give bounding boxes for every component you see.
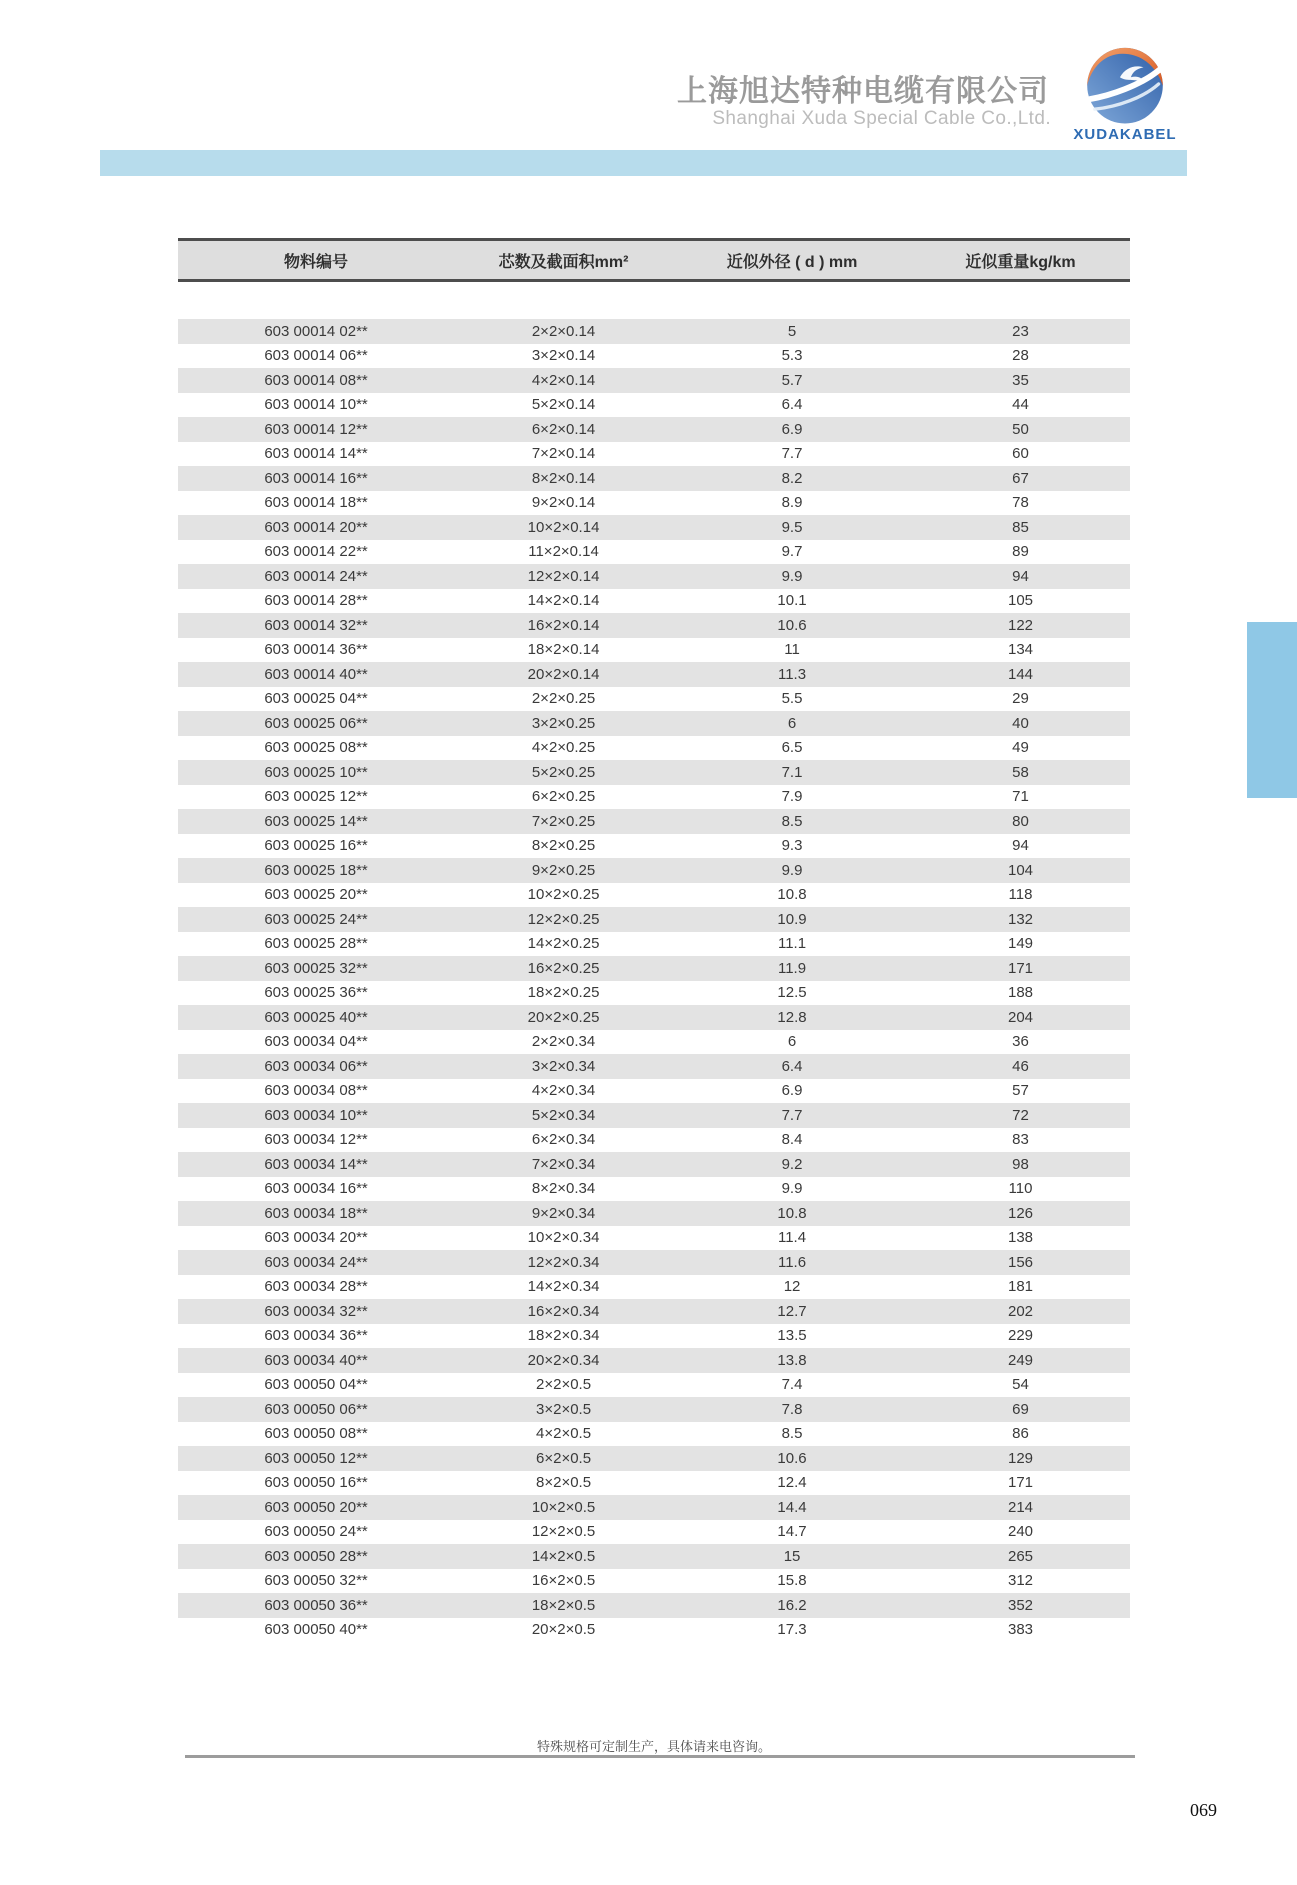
table-row xyxy=(178,368,1130,393)
outer-diameter: 7.1 xyxy=(781,763,803,781)
weight: 171 xyxy=(1007,959,1034,977)
material-number: 603 00025 28** xyxy=(264,935,368,953)
weight: 86 xyxy=(1012,1425,1029,1443)
outer-diameter: 5 xyxy=(787,322,797,340)
table-row xyxy=(178,809,1130,834)
weight: 171 xyxy=(1007,1474,1034,1492)
outer-diameter: 10.6 xyxy=(777,616,807,634)
table-row xyxy=(178,1324,1130,1349)
outer-diameter: 6.9 xyxy=(781,1082,803,1100)
weight: 126 xyxy=(1007,1204,1034,1222)
column-header: 芯数及截面积mm² xyxy=(498,253,629,271)
weight: 60 xyxy=(1012,445,1029,463)
table-row xyxy=(178,1373,1130,1398)
table-row xyxy=(178,1422,1130,1447)
core-spec: 7×2×0.34 xyxy=(531,1155,596,1173)
outer-diameter: 6 xyxy=(787,1033,797,1051)
weight: 44 xyxy=(1012,396,1029,414)
core-spec: 16×2×0.14 xyxy=(527,616,600,634)
core-spec: 16×2×0.5 xyxy=(531,1572,596,1590)
material-number: 603 00014 40** xyxy=(264,665,368,683)
material-number: 603 00050 12** xyxy=(264,1449,368,1467)
outer-diameter: 12 xyxy=(783,1278,801,1296)
weight: 57 xyxy=(1012,1082,1029,1100)
core-spec: 3×2×0.14 xyxy=(531,347,596,365)
core-spec: 10×2×0.14 xyxy=(527,518,600,536)
weight: 23 xyxy=(1012,322,1029,340)
table-row xyxy=(178,1079,1130,1104)
outer-diameter: 9.9 xyxy=(781,567,803,585)
company-logo xyxy=(1070,42,1180,143)
table-row xyxy=(178,1226,1130,1251)
material-number: 603 00014 12** xyxy=(264,420,368,438)
core-spec: 4×2×0.14 xyxy=(531,371,596,389)
outer-diameter: 10.8 xyxy=(777,1204,807,1222)
table-row xyxy=(178,319,1130,344)
core-spec: 6×2×0.34 xyxy=(531,1131,596,1149)
weight: 105 xyxy=(1007,592,1034,610)
weight: 132 xyxy=(1007,910,1034,928)
weight: 29 xyxy=(1012,690,1029,708)
material-number: 603 00050 08** xyxy=(264,1425,368,1443)
material-number: 603 00025 32** xyxy=(264,959,368,977)
core-spec: 6×2×0.14 xyxy=(531,420,596,438)
weight: 312 xyxy=(1007,1572,1034,1590)
table-row xyxy=(178,1103,1130,1128)
material-number: 603 00050 06** xyxy=(264,1400,368,1418)
section-side-tab xyxy=(1247,622,1297,798)
company-name-en: Shanghai Xuda Special Cable Co.,Ltd. xyxy=(712,108,1051,129)
weight: 138 xyxy=(1007,1229,1034,1247)
table-row xyxy=(178,981,1130,1006)
material-number: 603 00014 28** xyxy=(264,592,368,610)
outer-diameter: 9.2 xyxy=(781,1155,803,1173)
outer-diameter: 8.9 xyxy=(781,494,803,512)
weight: 122 xyxy=(1007,616,1034,634)
core-spec: 18×2×0.5 xyxy=(531,1596,596,1614)
outer-diameter: 10.6 xyxy=(777,1449,807,1467)
outer-diameter: 14.4 xyxy=(777,1498,807,1516)
outer-diameter: 7.9 xyxy=(781,788,803,806)
weight: 71 xyxy=(1012,788,1029,806)
material-number: 603 00034 40** xyxy=(264,1351,368,1369)
table-row xyxy=(178,1299,1130,1324)
outer-diameter: 11.6 xyxy=(777,1253,807,1271)
core-spec: 11×2×0.14 xyxy=(528,543,599,561)
core-spec: 7×2×0.25 xyxy=(531,812,596,830)
material-number: 603 00014 36** xyxy=(264,641,368,659)
weight: 265 xyxy=(1007,1547,1034,1565)
core-spec: 20×2×0.25 xyxy=(527,1008,600,1026)
table-row xyxy=(178,932,1130,957)
weight: 35 xyxy=(1012,371,1029,389)
weight: 98 xyxy=(1012,1155,1029,1173)
weight: 80 xyxy=(1012,812,1029,830)
material-number: 603 00034 24** xyxy=(264,1253,368,1271)
weight: 83 xyxy=(1012,1131,1029,1149)
table-row xyxy=(178,834,1130,859)
weight: 40 xyxy=(1012,714,1029,732)
core-spec: 10×2×0.34 xyxy=(527,1229,600,1247)
table-row xyxy=(178,1471,1130,1496)
table-row xyxy=(178,1275,1130,1300)
material-number: 603 00025 36** xyxy=(264,984,368,1002)
material-number: 603 00014 24** xyxy=(264,567,368,585)
core-spec: 3×2×0.34 xyxy=(531,1057,596,1075)
material-number: 603 00025 18** xyxy=(264,861,368,879)
globe-logo-icon xyxy=(1070,42,1180,126)
weight: 54 xyxy=(1012,1376,1029,1394)
outer-diameter: 8.2 xyxy=(781,469,803,487)
weight: 229 xyxy=(1007,1327,1034,1345)
material-number: 603 00050 28** xyxy=(264,1547,368,1565)
weight: 249 xyxy=(1007,1351,1034,1369)
table-row xyxy=(178,491,1130,516)
table-row xyxy=(178,1544,1130,1569)
core-spec: 18×2×0.34 xyxy=(527,1327,600,1345)
weight: 94 xyxy=(1012,567,1029,585)
table-row xyxy=(178,1201,1130,1226)
table-row xyxy=(178,564,1130,589)
material-number: 603 00050 40** xyxy=(264,1621,368,1639)
core-spec: 20×2×0.34 xyxy=(527,1351,600,1369)
table-row xyxy=(178,393,1130,418)
weight: 69 xyxy=(1012,1400,1029,1418)
weight: 149 xyxy=(1007,935,1034,953)
weight: 94 xyxy=(1012,837,1029,855)
outer-diameter: 8.5 xyxy=(781,812,803,830)
weight: 46 xyxy=(1012,1057,1029,1075)
core-spec: 7×2×0.14 xyxy=(531,445,596,463)
outer-diameter: 9.9 xyxy=(781,1180,803,1198)
core-spec: 9×2×0.34 xyxy=(531,1204,596,1222)
outer-diameter: 9.7 xyxy=(781,543,803,561)
core-spec: 10×2×0.5 xyxy=(531,1498,596,1516)
core-spec: 8×2×0.14 xyxy=(531,469,596,487)
outer-diameter: 15.8 xyxy=(777,1572,807,1590)
outer-diameter: 8.4 xyxy=(781,1131,803,1149)
core-spec: 10×2×0.25 xyxy=(527,886,600,904)
core-spec: 12×2×0.25 xyxy=(527,910,600,928)
material-number: 603 00025 16** xyxy=(264,837,368,855)
core-spec: 8×2×0.34 xyxy=(531,1180,596,1198)
table-row xyxy=(178,638,1130,663)
weight: 50 xyxy=(1012,420,1029,438)
weight: 104 xyxy=(1007,861,1034,879)
table-row xyxy=(178,515,1130,540)
material-number: 603 00014 02** xyxy=(264,322,368,340)
core-spec: 16×2×0.34 xyxy=(527,1302,600,1320)
table-row xyxy=(178,1569,1130,1594)
outer-diameter: 8.5 xyxy=(781,1425,803,1443)
core-spec: 8×2×0.5 xyxy=(536,1474,592,1492)
material-number: 603 00025 04** xyxy=(264,690,368,708)
spec-table xyxy=(178,238,1130,1642)
weight: 85 xyxy=(1012,518,1029,536)
material-number: 603 00034 14** xyxy=(264,1155,368,1173)
weight: 110 xyxy=(1008,1180,1033,1198)
outer-diameter: 9.9 xyxy=(781,861,803,879)
material-number: 603 00050 20** xyxy=(264,1498,368,1516)
core-spec: 8×2×0.25 xyxy=(531,837,596,855)
weight: 129 xyxy=(1007,1449,1034,1467)
outer-diameter: 11 xyxy=(784,641,800,659)
weight: 144 xyxy=(1007,665,1034,683)
material-number: 603 00025 20** xyxy=(264,886,368,904)
material-number: 603 00025 06** xyxy=(264,714,368,732)
weight: 204 xyxy=(1007,1008,1034,1026)
outer-diameter: 5.5 xyxy=(781,690,803,708)
outer-diameter: 5.7 xyxy=(781,371,803,389)
table-row xyxy=(178,883,1130,908)
table-row xyxy=(178,1618,1130,1643)
weight: 156 xyxy=(1007,1253,1034,1271)
material-number: 603 00050 36** xyxy=(264,1596,368,1614)
weight: 28 xyxy=(1012,347,1029,365)
outer-diameter: 7.7 xyxy=(781,445,803,463)
outer-diameter: 11.1 xyxy=(777,935,807,953)
material-number: 603 00014 20** xyxy=(264,518,368,536)
outer-diameter: 12.5 xyxy=(777,984,807,1002)
material-number: 603 00014 32** xyxy=(264,616,368,634)
core-spec: 2×2×0.5 xyxy=(536,1376,592,1394)
weight: 134 xyxy=(1007,641,1034,659)
weight: 118 xyxy=(1008,886,1033,904)
core-spec: 2×2×0.34 xyxy=(531,1033,596,1051)
weight: 67 xyxy=(1012,469,1029,487)
core-spec: 3×2×0.5 xyxy=(536,1400,592,1418)
core-spec: 12×2×0.34 xyxy=(527,1253,600,1271)
column-header: 近似重量kg/km xyxy=(965,253,1076,271)
material-number: 603 00014 14** xyxy=(264,445,368,463)
material-number: 603 00014 08** xyxy=(264,371,368,389)
core-spec: 4×2×0.5 xyxy=(536,1425,592,1443)
outer-diameter: 12.7 xyxy=(777,1302,807,1320)
weight: 89 xyxy=(1012,543,1029,561)
outer-diameter: 7.4 xyxy=(781,1376,803,1394)
company-name-cn: 上海旭达特种电缆有限公司 xyxy=(677,75,1049,108)
core-spec: 16×2×0.25 xyxy=(527,959,600,977)
outer-diameter: 10.9 xyxy=(777,910,807,928)
outer-diameter: 5.3 xyxy=(781,347,803,365)
material-number: 603 00025 10** xyxy=(264,763,368,781)
table-row xyxy=(178,736,1130,761)
table-row xyxy=(178,613,1130,638)
core-spec: 14×2×0.25 xyxy=(527,935,600,953)
table-row xyxy=(178,417,1130,442)
outer-diameter: 9.3 xyxy=(781,837,803,855)
material-number: 603 00034 12** xyxy=(264,1131,368,1149)
weight: 383 xyxy=(1007,1621,1034,1639)
header-accent-bar xyxy=(100,150,1187,176)
weight: 72 xyxy=(1012,1106,1029,1124)
column-header: 近似外径 ( d ) mm xyxy=(726,253,858,271)
core-spec: 4×2×0.25 xyxy=(531,739,596,757)
material-number: 603 00025 08** xyxy=(264,739,368,757)
material-number: 603 00014 10** xyxy=(264,396,368,414)
core-spec: 18×2×0.14 xyxy=(527,641,600,659)
column-header: 物料编号 xyxy=(284,253,349,271)
outer-diameter: 7.7 xyxy=(781,1106,803,1124)
weight: 214 xyxy=(1007,1498,1034,1516)
table-row xyxy=(178,1446,1130,1471)
weight: 188 xyxy=(1007,984,1034,1002)
table-row xyxy=(178,662,1130,687)
weight: 202 xyxy=(1007,1302,1034,1320)
material-number: 603 00014 22** xyxy=(264,543,368,561)
material-number: 603 00025 12** xyxy=(264,788,368,806)
core-spec: 12×2×0.5 xyxy=(531,1523,596,1541)
core-spec: 14×2×0.14 xyxy=(527,592,600,610)
outer-diameter: 6.9 xyxy=(781,420,803,438)
table-row xyxy=(178,540,1130,565)
weight: 78 xyxy=(1012,494,1029,512)
weight: 352 xyxy=(1007,1596,1034,1614)
core-spec: 5×2×0.34 xyxy=(531,1106,596,1124)
outer-diameter: 12.8 xyxy=(777,1008,807,1026)
table-row xyxy=(178,956,1130,981)
table-row xyxy=(178,1520,1130,1545)
core-spec: 5×2×0.14 xyxy=(531,396,596,414)
table-row xyxy=(178,442,1130,467)
outer-diameter: 17.3 xyxy=(777,1621,807,1639)
outer-diameter: 9.5 xyxy=(781,518,803,536)
material-number: 603 00034 04** xyxy=(264,1033,368,1051)
table-row xyxy=(178,785,1130,810)
outer-diameter: 14.7 xyxy=(777,1523,807,1541)
core-spec: 18×2×0.25 xyxy=(527,984,600,1002)
logo-wordmark: XUDAKABEL xyxy=(1073,126,1177,143)
material-number: 603 00025 14** xyxy=(264,812,368,830)
table-row xyxy=(178,1005,1130,1030)
core-spec: 12×2×0.14 xyxy=(527,567,600,585)
table-row xyxy=(178,858,1130,883)
core-spec: 6×2×0.25 xyxy=(531,788,596,806)
table-row xyxy=(178,589,1130,614)
material-number: 603 00034 10** xyxy=(264,1106,368,1124)
custom-order-note: 特殊规格可定制生产，具体请来电咨询。 xyxy=(536,1739,771,1754)
material-number: 603 00014 16** xyxy=(264,469,368,487)
outer-diameter: 13.8 xyxy=(777,1351,807,1369)
material-number: 603 00034 36** xyxy=(264,1327,368,1345)
table-row xyxy=(178,1397,1130,1422)
table-row xyxy=(178,1054,1130,1079)
outer-diameter: 11.3 xyxy=(777,665,807,683)
table-row xyxy=(178,1177,1130,1202)
material-number: 603 00034 06** xyxy=(264,1057,368,1075)
material-number: 603 00034 18** xyxy=(264,1204,368,1222)
core-spec: 2×2×0.14 xyxy=(531,322,596,340)
core-spec: 3×2×0.25 xyxy=(531,714,596,732)
core-spec: 9×2×0.25 xyxy=(531,861,596,879)
spec-table-header-row xyxy=(178,238,1130,282)
table-row xyxy=(178,1152,1130,1177)
weight: 36 xyxy=(1012,1033,1029,1051)
core-spec: 4×2×0.34 xyxy=(531,1082,596,1100)
outer-diameter: 15 xyxy=(783,1547,801,1565)
page-number: 069 xyxy=(1190,1800,1217,1820)
material-number: 603 00034 08** xyxy=(264,1082,368,1100)
table-row xyxy=(178,1128,1130,1153)
core-spec: 5×2×0.25 xyxy=(531,763,596,781)
table-row xyxy=(178,1348,1130,1373)
outer-diameter: 10.1 xyxy=(777,592,807,610)
weight: 49 xyxy=(1012,739,1029,757)
material-number: 603 00014 18** xyxy=(264,494,368,512)
outer-diameter: 6.4 xyxy=(781,396,803,414)
material-number: 603 00034 20** xyxy=(264,1229,368,1247)
outer-diameter: 11.9 xyxy=(777,959,807,977)
core-spec: 6×2×0.5 xyxy=(536,1449,592,1467)
table-row xyxy=(178,466,1130,491)
weight: 240 xyxy=(1007,1523,1034,1541)
table-row xyxy=(178,1593,1130,1618)
outer-diameter: 16.2 xyxy=(777,1596,807,1614)
material-number: 603 00050 04** xyxy=(264,1376,368,1394)
table-row xyxy=(178,1495,1130,1520)
outer-diameter: 6 xyxy=(787,714,797,732)
outer-diameter: 10.8 xyxy=(777,886,807,904)
material-number: 603 00050 16** xyxy=(264,1474,368,1492)
core-spec: 2×2×0.25 xyxy=(531,690,596,708)
material-number: 603 00025 40** xyxy=(264,1008,368,1026)
core-spec: 20×2×0.5 xyxy=(531,1621,596,1639)
core-spec: 9×2×0.14 xyxy=(531,494,596,512)
core-spec: 14×2×0.34 xyxy=(527,1278,600,1296)
material-number: 603 00014 06** xyxy=(264,347,368,365)
material-number: 603 00050 32** xyxy=(264,1572,368,1590)
table-row xyxy=(178,711,1130,736)
table-row xyxy=(178,687,1130,712)
footer-divider xyxy=(185,1755,1135,1758)
material-number: 603 00025 24** xyxy=(264,910,368,928)
material-number: 603 00034 16** xyxy=(264,1180,368,1198)
material-number: 603 00034 28** xyxy=(264,1278,368,1296)
outer-diameter: 11.4 xyxy=(777,1229,807,1247)
table-row xyxy=(178,1030,1130,1055)
weight: 181 xyxy=(1007,1278,1034,1296)
spec-table-body xyxy=(178,319,1130,1642)
outer-diameter: 12.4 xyxy=(777,1474,807,1492)
outer-diameter: 6.5 xyxy=(781,739,803,757)
weight: 58 xyxy=(1012,763,1029,781)
core-spec: 20×2×0.14 xyxy=(527,665,600,683)
table-row xyxy=(178,760,1130,785)
outer-diameter: 7.8 xyxy=(781,1400,803,1418)
table-row xyxy=(178,344,1130,369)
core-spec: 14×2×0.5 xyxy=(531,1547,596,1565)
table-row xyxy=(178,907,1130,932)
material-number: 603 00050 24** xyxy=(264,1523,368,1541)
outer-diameter: 13.5 xyxy=(777,1327,807,1345)
table-row xyxy=(178,1250,1130,1275)
material-number: 603 00034 32** xyxy=(264,1302,368,1320)
outer-diameter: 6.4 xyxy=(781,1057,803,1075)
